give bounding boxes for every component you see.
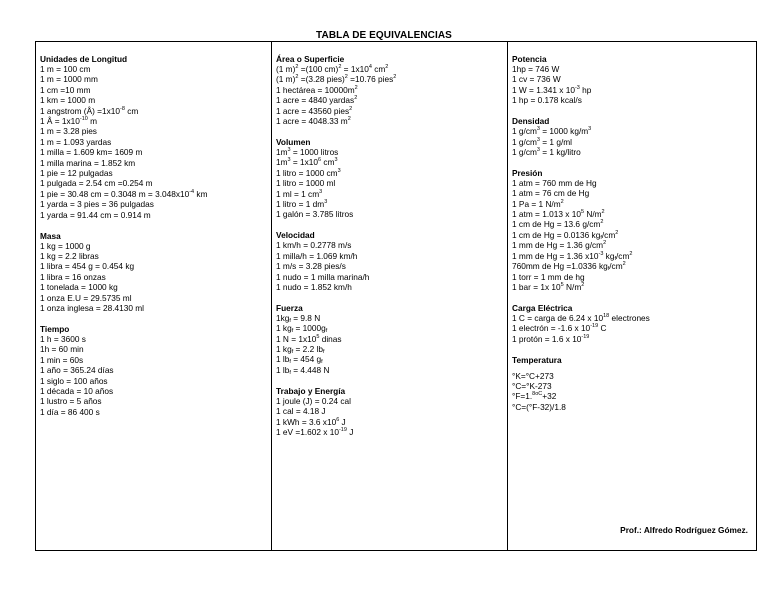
equivalence-line: 1 $N = 1x10^5$ dinas bbox=[276, 333, 342, 344]
equivalence-line: $1m^3 = 1000$ litros bbox=[276, 146, 339, 157]
equivalence-line: 1 m = 100 cm bbox=[40, 64, 91, 74]
equivalence-line: 1 m = 3.28 pies bbox=[40, 126, 97, 137]
equivalence-line: 1 litro = 1 $dm^3$ bbox=[276, 198, 328, 209]
section-heading: Densidad bbox=[512, 116, 550, 127]
section-heading: Velocidad bbox=[276, 230, 315, 241]
column-2 bbox=[272, 42, 508, 550]
section bbox=[40, 54, 271, 220]
section-heading: Temperatura bbox=[512, 354, 562, 365]
equivalence-line: 1 atm = 76 cm de Hg bbox=[512, 188, 590, 199]
column-3 bbox=[508, 42, 756, 550]
equivalence-line: 1 atm = 1.013 x $10^5$ $N/m^2$ bbox=[512, 209, 605, 220]
equivalence-line: 1 $g/cm^3 = 1$ g/ml bbox=[512, 136, 573, 147]
equivalence-line: °F=1.$^{8oC}$+32 bbox=[512, 391, 557, 402]
equivalence-line: °C=(°F-32)/1.8 bbox=[512, 401, 566, 412]
equivalence-line: (1 m)$^2$ =(3.28 pies)$^2$ =10.76 pies$^2$ bbox=[276, 74, 397, 85]
section-heading: Área o Superficie bbox=[276, 54, 345, 64]
equivalence-line: 1 kg = 1000 g bbox=[40, 240, 91, 251]
equivalence-line: 1 acre = 4840 yardas$^2$ bbox=[276, 95, 358, 106]
equivalence-line: 1 $kg_f = 1000g_f$ bbox=[276, 323, 328, 335]
equivalence-line: 1 $g/cm^3 = 1$ kg/litro bbox=[512, 146, 581, 157]
equivalence-line: 1 torr = 1 mm de hg bbox=[512, 271, 585, 282]
equivalence-line: 1 milla marina = 1.852 km bbox=[40, 157, 136, 168]
equivalence-line: 760mm de Hg =1.0336 $kg_f/cm^2$ bbox=[512, 261, 626, 273]
equivalence-line: 1 día = 86 400 s bbox=[40, 406, 100, 417]
equivalence-line: 1 C = carga de 6.24 x $10^{18}$ electrones bbox=[512, 312, 650, 323]
equivalence-line: $1kg_f = 9.8$ N bbox=[276, 312, 321, 324]
equivalence-line: 1 cal = 4.18 J bbox=[276, 406, 326, 417]
equivalence-line: 1 min = 60s bbox=[40, 354, 84, 365]
equivalence-line: 1 cm de Hg = 13.6 $g/cm^2$ bbox=[512, 219, 604, 230]
equivalence-line: 1 $g/cm^3 = 1000$ $kg/m^3$ bbox=[512, 126, 592, 137]
equivalence-line: 1 yarda = 91.44 cm = 0.914 m bbox=[40, 209, 151, 220]
equivalence-line: 1 pie = 30.48 cm = 0.3048 $m = 3.048x10^{-4}$ km bbox=[40, 188, 208, 199]
section bbox=[276, 54, 507, 126]
section-heading: Tiempo bbox=[40, 323, 70, 334]
equivalence-line: 1 mm de Hg = 1.36 $x10^{-3}$ $kg_f/cm^2$ bbox=[512, 250, 633, 262]
section bbox=[40, 231, 271, 314]
equivalence-line: 1 eV =1.602 x $10^{-19}$ J bbox=[276, 426, 354, 437]
equivalence-line: $1m^3 = 1x10^6$ $cm^3$ bbox=[276, 157, 338, 168]
section bbox=[512, 168, 756, 292]
equivalence-line: 1 m = 1.093 yardas bbox=[40, 136, 112, 147]
equivalence-line: 1 bar = 1x $10^5$ $N/m^2$ bbox=[512, 281, 585, 292]
equivalence-line: 1 kg = 2.2 libras bbox=[40, 251, 99, 261]
column-1 bbox=[36, 42, 272, 550]
equivalence-line: 1 hectárea = $10000m^2$ bbox=[276, 84, 358, 95]
section bbox=[512, 116, 756, 157]
equivalence-line: 1 cm =10 mm bbox=[40, 84, 91, 95]
equivalence-line: 1 Pa = 1 $N/m^2$ bbox=[512, 198, 564, 209]
equivalence-line: 1 milla/h = 1.069 km/h bbox=[276, 250, 358, 261]
equivalence-line: 1 ml = 1 $cm^3$ bbox=[276, 188, 323, 199]
section bbox=[512, 355, 756, 413]
section bbox=[40, 324, 271, 417]
equivalence-line: 1 $kg_f = 2.2$ $lb_f$ bbox=[276, 344, 325, 356]
equivalence-line: 1 libra = 16 onzas bbox=[40, 271, 106, 282]
equivalence-line: 1 atm = 760 mm de Hg bbox=[512, 177, 597, 188]
section-heading: Unidades de Longitud bbox=[40, 54, 128, 64]
equivalence-line: 1 protón = 1.6 x $10^{-19}$ bbox=[512, 333, 590, 344]
equivalence-line: 1 km = 1000 m bbox=[40, 95, 96, 106]
page-title: TABLA DE EQUIVALENCIAS bbox=[316, 30, 452, 41]
equivalence-line: 1 década = 10 años bbox=[40, 385, 114, 396]
equivalence-line: 1 mm de Hg = 1.36 $g/cm^2$ bbox=[512, 240, 607, 251]
equivalence-line: 1 acre = 4048.33 $m^2$ bbox=[276, 116, 351, 127]
equivalence-line: 1hp = 746 W bbox=[512, 64, 560, 74]
equivalence-line: 1 $lb_f = 4.448$ N bbox=[276, 364, 330, 376]
equivalence-line: 1 año = 365.24 días bbox=[40, 365, 114, 376]
equivalence-line: 1 Å = $1x10^{-10}$ m bbox=[40, 116, 98, 127]
equivalence-line: 1 pulgada = 2.54 cm =0.254 m bbox=[40, 178, 153, 189]
equivalence-line: 1 angstrom (Å) $=1x10^{-8}$ cm bbox=[40, 105, 139, 116]
section-heading: Masa bbox=[40, 230, 61, 241]
equivalence-line: 1 m/s = 3.28 pies/s bbox=[276, 261, 346, 272]
equivalence-line: 1h = 60 min bbox=[40, 344, 84, 355]
equivalence-line: 1 acre = 43560 pies$^2$ bbox=[276, 105, 353, 116]
equivalence-line: 1 nudo = 1.852 km/h bbox=[276, 281, 352, 292]
equivalence-line: 1 lustro = 5 años bbox=[40, 396, 102, 407]
section-heading: Trabajo y Energía bbox=[276, 385, 346, 396]
equivalence-line: 1 W = 1.341 x $10^{-3}$ hp bbox=[512, 84, 592, 95]
section-heading: Fuerza bbox=[276, 302, 303, 313]
equivalence-line: 1 hp = 0.178 kcal/s bbox=[512, 95, 582, 106]
equivalence-line: (1 m)$^2$ =(100 $cm)^2 = 1x10^4$ $cm^2$ bbox=[276, 64, 389, 74]
section bbox=[276, 386, 507, 438]
section bbox=[276, 230, 507, 292]
author-signature: Prof.: Alfredo Rodríguez Gómez. bbox=[620, 525, 748, 535]
equivalence-line: 1 $lb_f = 454$ $g_f$ bbox=[276, 354, 323, 366]
equivalence-line: °K=°C+273 bbox=[512, 370, 554, 381]
equivalence-line: 1 libra = 454 g = 0.454 kg bbox=[40, 261, 135, 272]
equivalence-line: 1 pie = 12 pulgadas bbox=[40, 168, 113, 179]
section bbox=[276, 303, 507, 375]
section-heading: Potencia bbox=[512, 54, 547, 64]
equivalence-line: °C=°K-273 bbox=[512, 380, 552, 391]
equivalence-line: 1 m = 1000 mm bbox=[40, 74, 98, 85]
section bbox=[512, 303, 756, 344]
equivalence-line: 1 cv = 736 W bbox=[512, 74, 561, 85]
equivalence-line: 1 km/h = 0.2778 m/s bbox=[276, 240, 352, 251]
equivalence-line: 1 h = 3600 s bbox=[40, 333, 86, 344]
equivalence-line: 1 milla = 1.609 km= 1609 m bbox=[40, 147, 143, 158]
section bbox=[276, 137, 507, 220]
section-heading: Carga Eléctrica bbox=[512, 302, 573, 313]
equivalence-line: 1 galón = 3.785 litros bbox=[276, 209, 354, 220]
section bbox=[512, 54, 756, 106]
equivalence-line: 1 nudo = 1 milla marina/h bbox=[276, 271, 370, 282]
equivalence-line: 1 siglo = 100 años bbox=[40, 375, 108, 386]
equivalence-line: 1 yarda = 3 pies = 36 pulgadas bbox=[40, 199, 154, 210]
equivalence-table bbox=[35, 41, 757, 551]
equivalence-line: 1 onza inglesa = 28.4130 ml bbox=[40, 303, 145, 314]
equivalence-line: 1 joule (J) = 0.24 cal bbox=[276, 395, 351, 406]
equivalence-line: 1 litro = 1000 ml bbox=[276, 178, 336, 189]
section-heading: Presión bbox=[512, 167, 543, 178]
equivalence-line: 1 cm de Hg = 0.0136 $kg_f/cm^2$ bbox=[512, 229, 619, 241]
equivalence-line: 1 electrón = -1.6 x $10^{-19}$ C bbox=[512, 323, 607, 334]
equivalence-line: 1 kWh = 3.6 $x10^6$ J bbox=[276, 416, 346, 427]
equivalence-line: 1 tonelada = 1000 kg bbox=[40, 282, 118, 293]
section-heading: Volumen bbox=[276, 136, 311, 147]
equivalence-line: 1 onza E.U = 29.5735 ml bbox=[40, 292, 132, 303]
equivalence-line: 1 litro = 1000 $cm^3$ bbox=[276, 167, 341, 178]
